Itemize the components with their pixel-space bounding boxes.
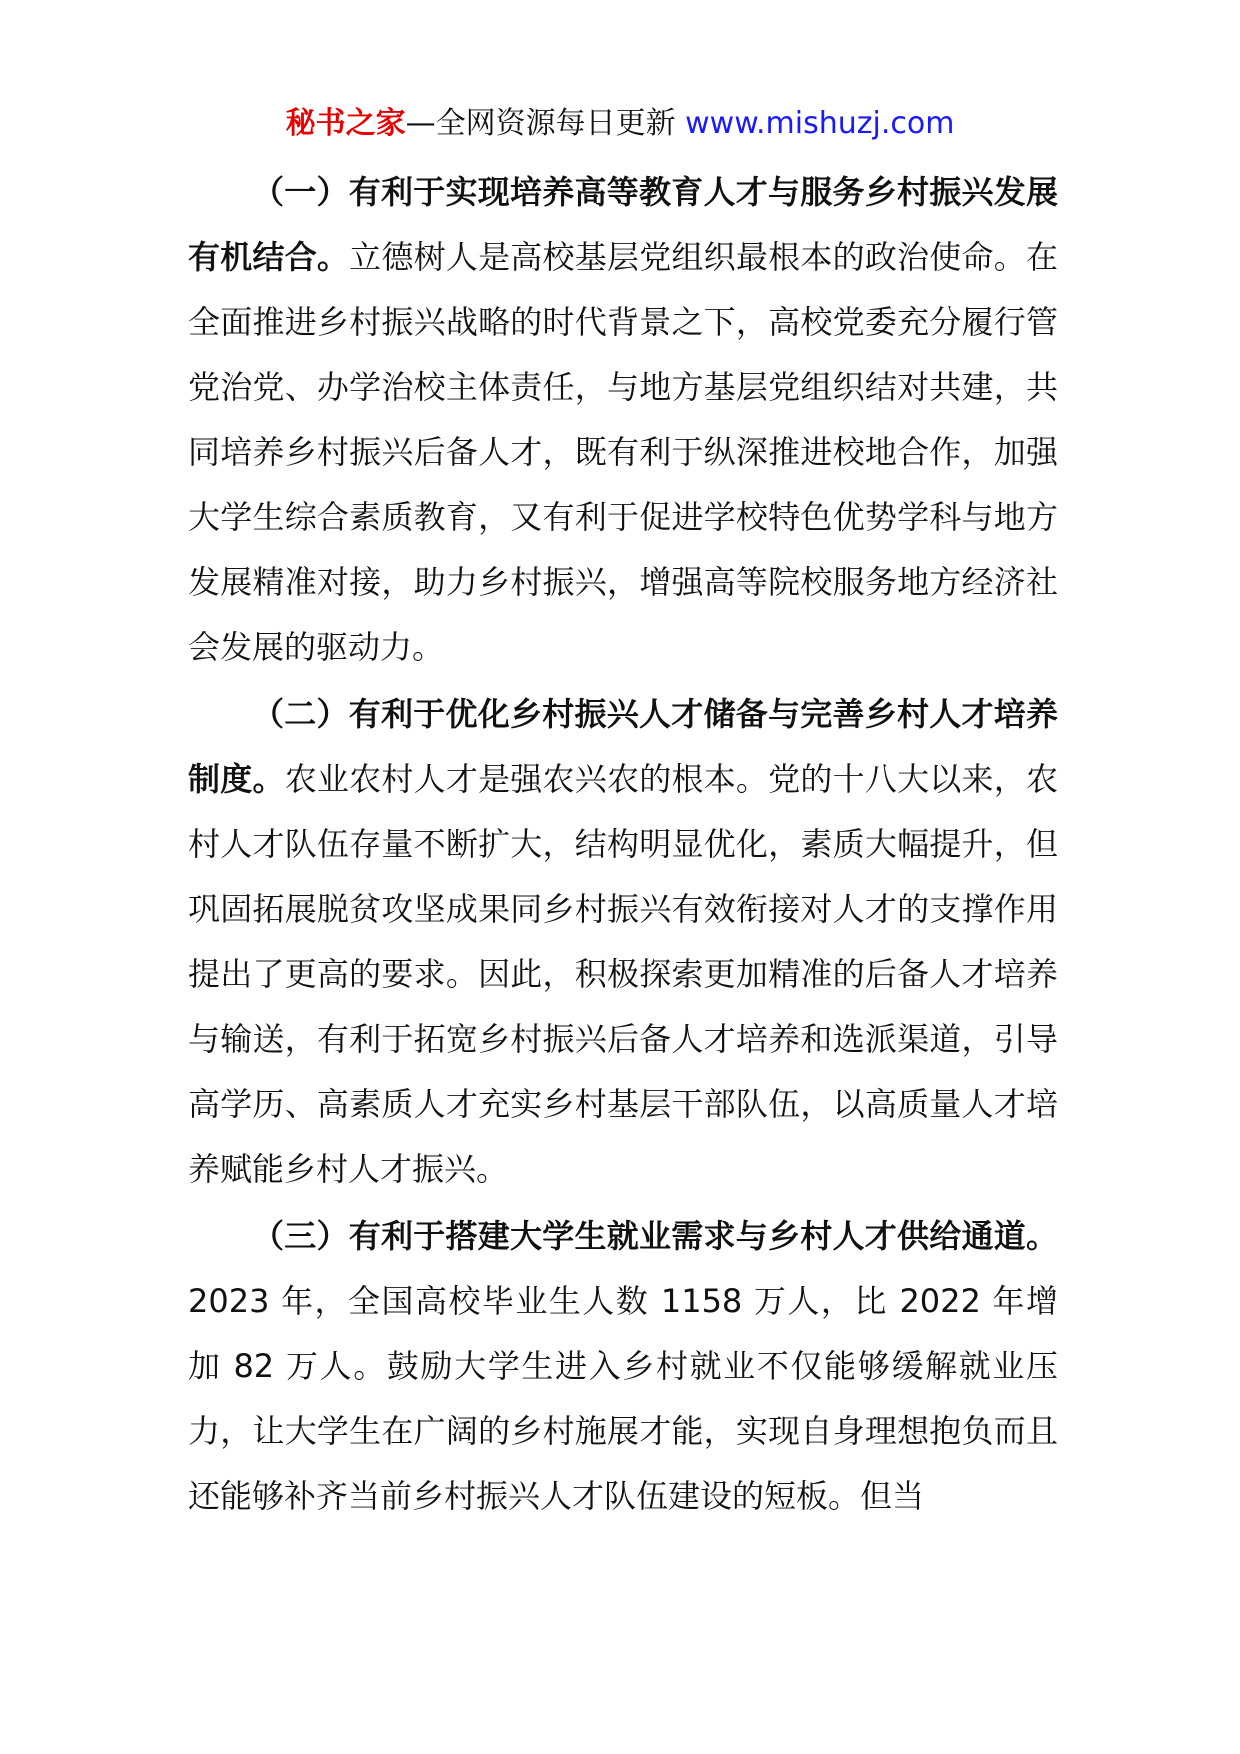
paragraph-2-heading: （二）有利于优化乡村振兴人才储备与完善乡村人才培养制度。 xyxy=(188,695,1058,798)
header-slogan: —全网资源每日更新 xyxy=(405,106,676,141)
paragraph-3-text: 2023 年，全国高校毕业生人数 1158 万人，比 2022 年增加 82 万人。鼓励大学生进入乡村就业不仅能够缓解就业压力，让大学生在广阔的乡村施展才能，实现自身理想抱负而且还能够补齐当前乡村振兴人才队伍建设的短板。但当 xyxy=(188,1282,1058,1515)
document-body xyxy=(188,160,1058,1531)
paragraph-1-heading: （一）有利于实现培养高等教育人才与服务乡村振兴发展有机结合。 xyxy=(188,173,1058,276)
paragraph-1 xyxy=(188,160,1058,680)
site-url-link[interactable]: www.mishuzj.com xyxy=(685,106,955,141)
paragraph-2 xyxy=(188,682,1058,1202)
paragraph-1-text: 立德树人是高校基层党组织最根本的政治使命。在全面推进乡村振兴战略的时代背景之下，高校党委充分履行管党治党、办学治校主体责任，与地方基层党组织结对共建，共同培养乡村振兴后备人才，既有利于纵深推进校地合作，加强大学生综合素质教育，又有利于促进学校特色优势学科与地方发展精准对接，助力乡村振兴，增强高等院校服务地方经济社会发展的驱动力。 xyxy=(188,238,1058,666)
paragraph-3 xyxy=(188,1204,1058,1529)
paragraph-2-text: 农业农村人才是强农兴农的根本。党的十八大以来，农村人才队伍存量不断扩大，结构明显优化，素质大幅提升，但巩固拓展脱贫攻坚成果同乡村振兴有效衔接对人才的支撑作用提出了更高的要求。因此，积极探索更加精准的后备人才培养与输送，有利于拓宽乡村振兴后备人才培养和选派渠道，引导高学历、高素质人才充实乡村基层干部队伍，以高质量人才培养赋能乡村人才振兴。 xyxy=(188,760,1058,1188)
paragraph-3-heading: （三）有利于搭建大学生就业需求与乡村人才供给通道。 xyxy=(252,1217,1058,1255)
page-header xyxy=(0,102,1240,146)
brand-name: 秘书之家 xyxy=(285,106,406,141)
